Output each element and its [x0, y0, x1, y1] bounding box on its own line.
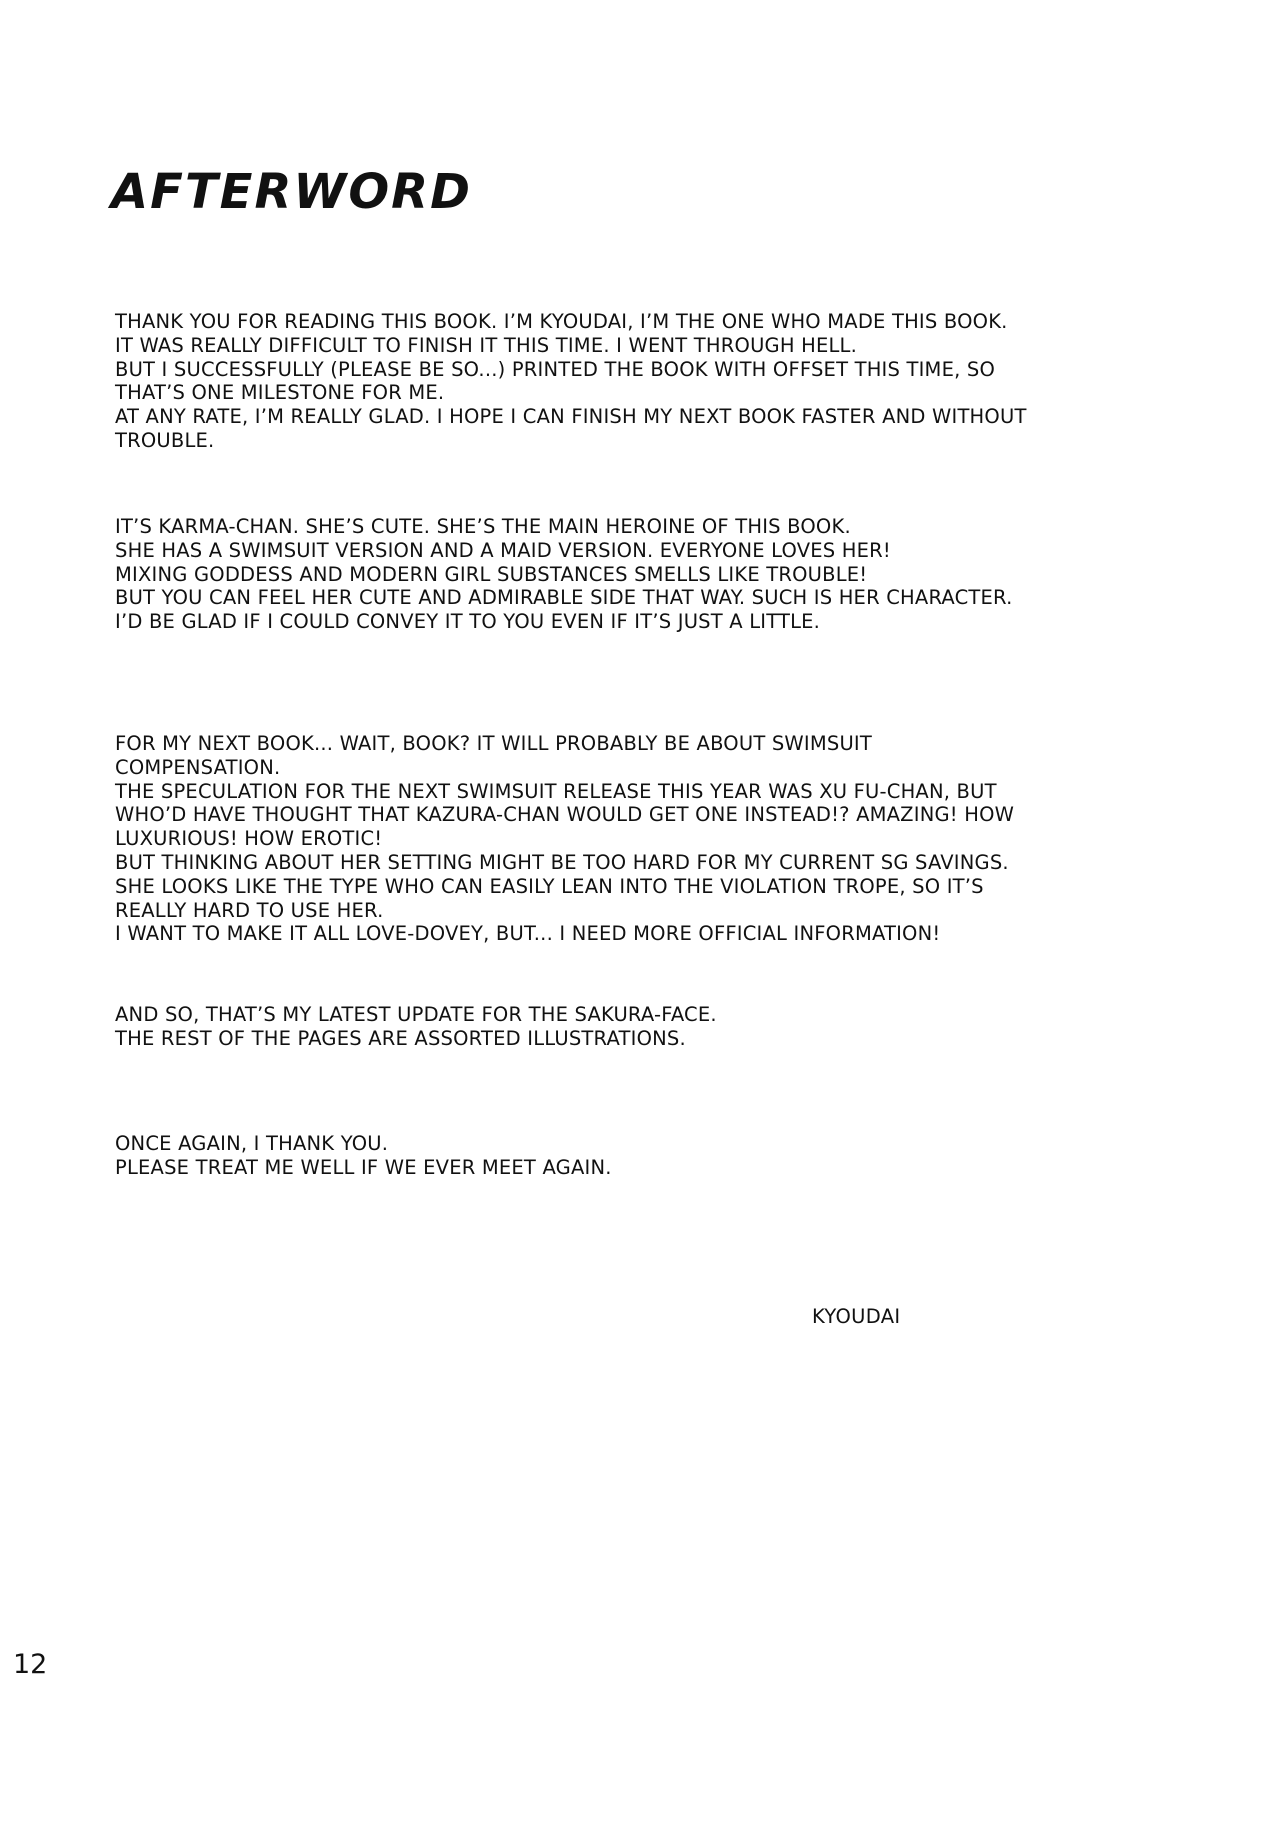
text-line: WHO’D HAVE THOUGHT THAT KAZURA-CHAN WOULD GET ONE INSTEAD!? AMAZING! HOW	[115, 803, 1015, 827]
text-line: IT’S KARMA-CHAN. SHE’S CUTE. SHE’S THE MAIN HEROINE OF THIS BOOK.	[115, 515, 851, 538]
text-line: THE SPECULATION FOR THE NEXT SWIMSUIT RELEASE THIS YEAR WAS XU FU-CHAN, BUT	[115, 779, 997, 803]
text-line: COMPENSATION.	[115, 755, 281, 779]
author-signature: KYOUDAI	[812, 1305, 901, 1328]
text-line: LUXURIOUS! HOW EROTIC!	[115, 827, 383, 851]
text-line: FOR MY NEXT BOOK... WAIT, BOOK? IT WILL PROBABLY BE ABOUT SWIMSUIT	[115, 732, 872, 755]
text-line: TROUBLE.	[115, 428, 215, 452]
text-line: SHE HAS A SWIMSUIT VERSION AND A MAID VERSION. EVERYONE LOVES HER!	[115, 538, 891, 562]
page-number: 12	[13, 1649, 48, 1680]
text-line: ONCE AGAIN, I THANK YOU.	[115, 1132, 389, 1155]
text-line: THAT’S ONE MILESTONE FOR ME.	[115, 381, 445, 405]
text-line: THE REST OF THE PAGES ARE ASSORTED ILLUSTRATIONS.	[115, 1026, 686, 1050]
text-line: AT ANY RATE, I’M REALLY GLAD. I HOPE I CAN FINISH MY NEXT BOOK FASTER AND WITHOUT	[115, 405, 1027, 429]
page-title: AFTERWORD	[111, 164, 472, 220]
paragraph-heroine	[115, 515, 1195, 634]
text-line: PLEASE TREAT ME WELL IF WE EVER MEET AGAIN.	[115, 1155, 612, 1179]
text-line: BUT THINKING ABOUT HER SETTING MIGHT BE TOO HARD FOR MY CURRENT SG SAVINGS.	[115, 850, 1009, 874]
text-line: BUT I SUCCESSFULLY (PLEASE BE SO...) PRINTED THE BOOK WITH OFFSET THIS TIME, SO	[115, 357, 996, 381]
text-line: BUT YOU CAN FEEL HER CUTE AND ADMIRABLE SIDE THAT WAY. SUCH IS HER CHARACTER.	[115, 586, 1013, 610]
paragraph-update	[115, 1003, 1195, 1051]
text-line: I WANT TO MAKE IT ALL LOVE-DOVEY, BUT... I NEED MORE OFFICIAL INFORMATION!	[115, 922, 941, 946]
paragraph-closing	[115, 1132, 1195, 1180]
text-line: THANK YOU FOR READING THIS BOOK. I’M KYOUDAI, I’M THE ONE WHO MADE THIS BOOK.	[115, 310, 1008, 333]
text-line: REALLY HARD TO USE HER.	[115, 898, 384, 922]
paragraph-thanks	[115, 310, 1195, 453]
text-line: I’D BE GLAD IF I COULD CONVEY IT TO YOU EVEN IF IT’S JUST A LITTLE.	[115, 610, 821, 634]
text-line: IT WAS REALLY DIFFICULT TO FINISH IT THIS TIME. I WENT THROUGH HELL.	[115, 333, 858, 357]
text-line: MIXING GODDESS AND MODERN GIRL SUBSTANCES SMELLS LIKE TROUBLE!	[115, 562, 868, 586]
text-line: SHE LOOKS LIKE THE TYPE WHO CAN EASILY LEAN INTO THE VIOLATION TROPE, SO IT’S	[115, 874, 984, 898]
text-line: AND SO, THAT’S MY LATEST UPDATE FOR THE SAKURA-FACE.	[115, 1003, 717, 1026]
paragraph-next-book	[115, 732, 1195, 946]
